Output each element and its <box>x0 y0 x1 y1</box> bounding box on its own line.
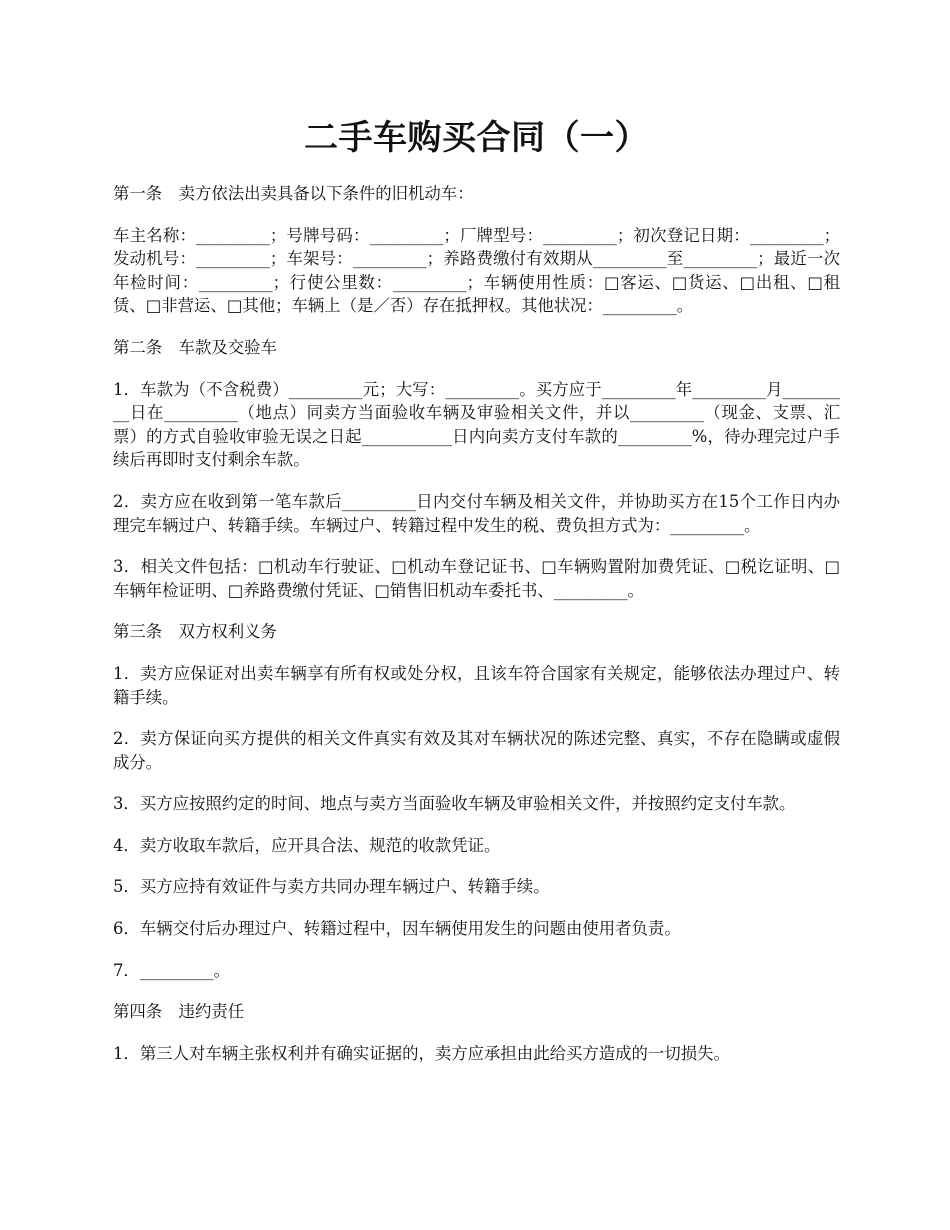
article-3-clause-2: 2．卖方保证向买方提供的相关文件真实有效及其对车辆状况的陈述完整、真实，不存在隐瞒或虚假成分。 <box>113 729 840 772</box>
article-2-clause-3: 3．相关文件包括：□机动车行驶证、□机动车登记证书、□车辆购置附加费凭证、□税讫证明、□车辆年检证明、□养路费缴付凭证、□销售旧机动车委托书、_________。 <box>113 557 840 600</box>
paragraph-spacer <box>113 982 840 1000</box>
article-3-clause-7: 7．_________。 <box>113 960 230 980</box>
paragraph-spacer <box>113 1024 840 1042</box>
article-3-heading: 第三条 双方权利义务 <box>113 622 277 642</box>
article-3-clause-1: 1．卖方应保证对出卖车辆享有所有权或处分权，且该车符合国家有关规定，能够依法办理过户、转籍手续。 <box>113 663 840 707</box>
article-2-clause-1: 1．车款为（不含税费）_________元；大写：_________。买方应于_________年_________月_________日在_________（地点）同卖方当面验收车辆及审验相关文件，并以_________（现金、支票、汇票）的方式自验收审验无误之日起___________日内向卖方支付车款的_________%，待办理完过户手续后再即时支付剩余车款。 <box>113 379 840 470</box>
paragraph-spacer <box>113 472 840 490</box>
paragraph-spacer <box>113 816 840 834</box>
article-2-heading: 第二条 车款及交验车 <box>113 337 277 357</box>
vehicle-details-paragraph: 车主名称：_________；号牌号码：_________；厂牌型号：_________；初次登记日期：_________；发动机号：_________；车架号：_________；养路费缴付有效期从_________至_________；最近一次年检时间：_________；行使公里数：_________；车辆使用性质：□客运、□货运、□出租、□租赁、□非营运、□其他；车辆上（是／否）存在抵押权。其他状况：_________。 <box>113 225 840 316</box>
paragraph-spacer <box>113 318 840 336</box>
paragraph-spacer <box>113 644 840 662</box>
paragraph-spacer <box>113 537 840 555</box>
paragraph-spacer <box>113 899 840 917</box>
article-3-clause-6: 6．车辆交付后办理过户、转籍过程中，因车辆使用发生的问题由使用者负责。 <box>113 919 681 939</box>
paragraph-spacer <box>113 360 840 378</box>
article-3-clause-3: 3．买方应按照约定的时间、地点与卖方当面验收车辆及审验相关文件，并按照约定支付车款。 <box>113 794 796 814</box>
paragraph-spacer <box>113 857 840 875</box>
paragraph-spacer <box>113 941 840 959</box>
document-title: 二手车购买合同（一） <box>304 118 649 158</box>
article-1-heading: 第一条 卖方依法出卖具备以下条件的旧机动车： <box>113 184 474 203</box>
article-3-clause-4: 4．卖方收取车款后，应开具合法、规范的收款凭证。 <box>113 835 501 855</box>
paragraph-spacer <box>113 206 840 224</box>
article-2-clause-2: 2．卖方应在收到第一笔车款后_________日内交付车辆及相关文件，并协助买方在15个工作日内办理完车辆过户、转籍手续。车辆过户、转籍过程中发生的税、费负担方式为：_________。 <box>113 491 840 535</box>
article-4-heading: 第四条 违约责任 <box>113 1002 245 1022</box>
article-3-clause-5: 5．买方应持有效证件与卖方共同办理车辆过户、转籍手续。 <box>113 877 550 897</box>
paragraph-spacer <box>113 774 840 792</box>
paragraph-spacer <box>113 709 840 727</box>
article-4-clause-1: 1．第三人对车辆主张权利并有确实证据的，卖方应承担由此给买方造成的一切损失。 <box>113 1043 730 1063</box>
paragraph-spacer <box>113 602 840 620</box>
document-content <box>113 112 840 1065</box>
title-spacer <box>113 164 840 182</box>
